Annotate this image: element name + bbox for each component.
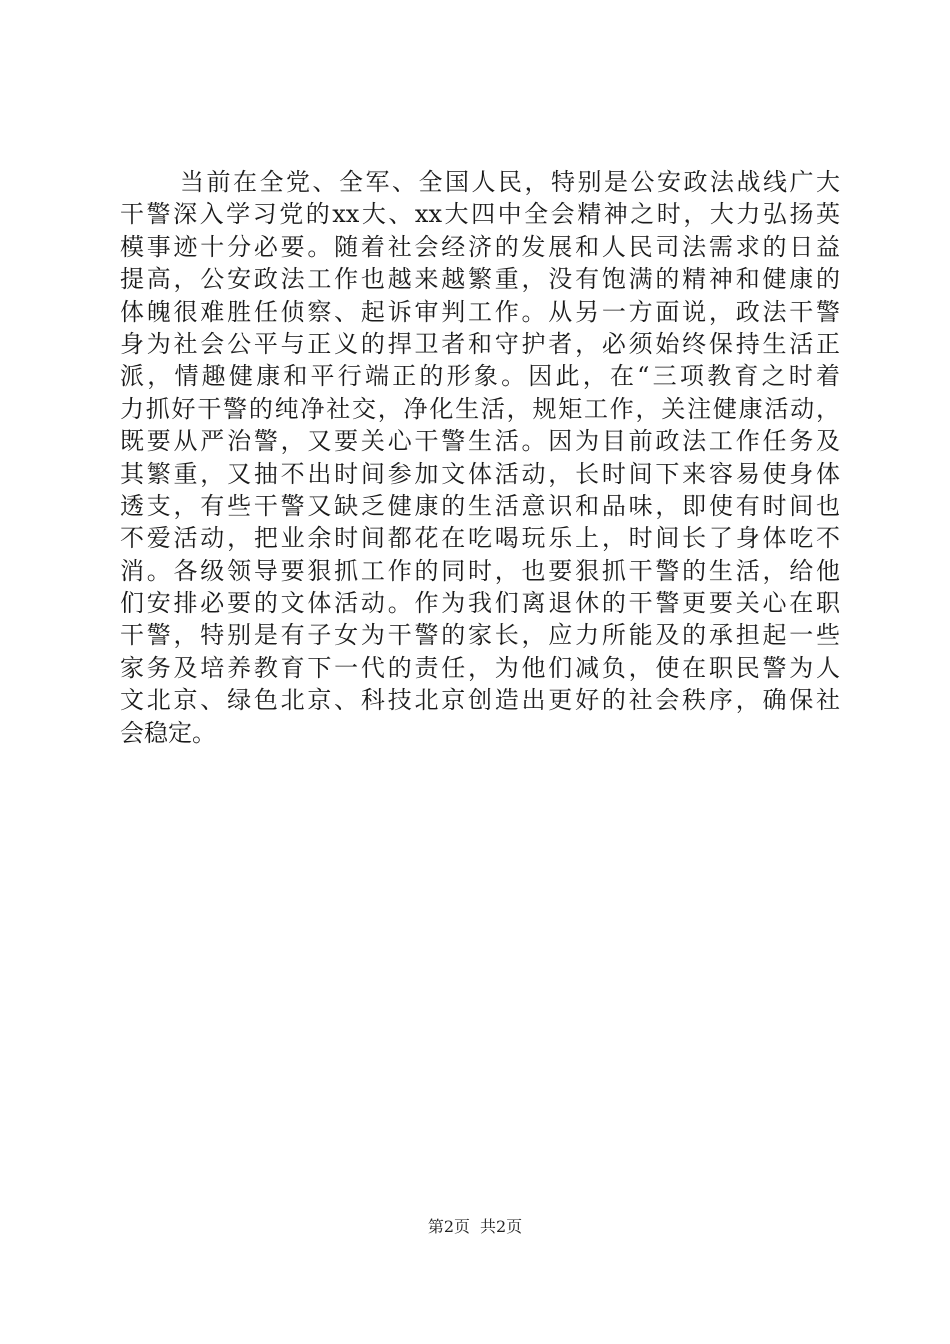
paragraph-line: 消。各级领导要狠抓工作的同时，也要狠抓干警的生活，给他 bbox=[120, 556, 840, 585]
paragraph-line: 家务及培养教育下一代的责任，为他们减负，使在职民警为人 bbox=[120, 653, 840, 682]
paragraph-line: 派，情趣健康和平行端正的形象。因此，在“三项教育之时着 bbox=[120, 362, 840, 391]
paragraph-line: 文北京、绿色北京、科技北京创造出更好的社会秩序，确保社 bbox=[120, 686, 840, 715]
page-number-current: 第2页 bbox=[427, 1217, 470, 1236]
paragraph-line: 干警，特别是有子女为干警的家长，应力所能及的承担起一些 bbox=[120, 621, 840, 650]
paragraph-line: 力抓好干警的纯净社交，净化生活，规矩工作，关注健康活动， bbox=[120, 394, 840, 423]
paragraph-line: 身为社会公平与正义的捍卫者和守护者，必须始终保持生活正 bbox=[120, 329, 840, 358]
paragraph-line: 提高，公安政法工作也越来越繁重，没有饱满的精神和健康的 bbox=[120, 265, 840, 294]
paragraph-line: 模事迹十分必要。随着社会经济的发展和人民司法需求的日益 bbox=[120, 232, 840, 261]
paragraph-line: 干警深入学习党的xx大、xx大四中全会精神之时，大力弘扬英 bbox=[120, 200, 840, 229]
paragraph-line: 透支，有些干警又缺乏健康的生活意识和品味，即使有时间也 bbox=[120, 491, 840, 520]
paragraph-line: 不爱活动，把业余时间都花在吃喝玩乐上，时间长了身体吃不 bbox=[120, 524, 840, 553]
body-paragraph bbox=[120, 166, 840, 749]
paragraph-line: 既要从严治警，又要关心干警生活。因为目前政法工作任务及 bbox=[120, 427, 840, 456]
paragraph-line: 会稳定。 bbox=[120, 718, 216, 747]
page-footer bbox=[0, 1216, 950, 1238]
paragraph-line: 体魄很难胜任侦察、起诉审判工作。从另一方面说，政法干警 bbox=[120, 297, 840, 326]
paragraph-line: 当前在全党、全军、全国人民，特别是公安政法战线广大 bbox=[180, 168, 840, 196]
page-number-total: 共2页 bbox=[480, 1217, 523, 1236]
paragraph-line: 们安排必要的文体活动。作为我们离退休的干警更要关心在职 bbox=[120, 589, 840, 618]
paragraph-line: 其繁重，又抽不出时间参加文体活动，长时间下来容易使身体 bbox=[120, 459, 840, 488]
